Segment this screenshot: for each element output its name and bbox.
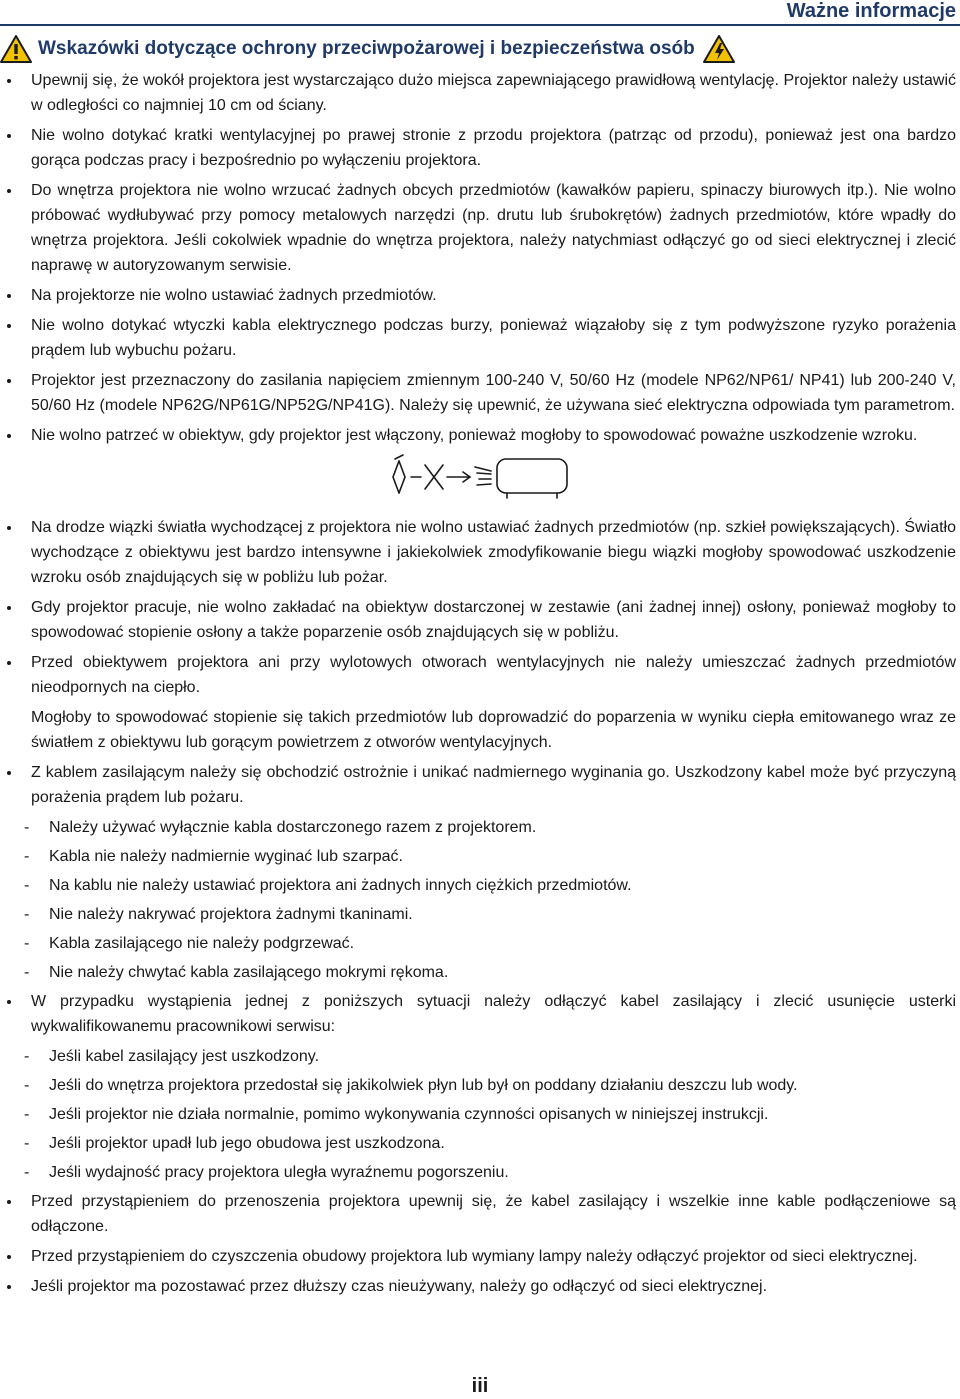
- list-item: Przed przystąpieniem do czyszczenia obudowy projektora lub wymiany lampy należy odłączyć projektor od sieci elektrycznej.: [4, 1244, 956, 1269]
- list-item: Nie wolno dotykać kratki wentylacyjnej po prawej stronie z przodu projektora (patrząc od przodu), ponieważ jest ona bardzo gorąca podczas pracy i bezpośrednio po wyłączeniu projektora.: [4, 123, 956, 173]
- list-item-continuation: Mogłoby to spowodować stopienie się takich przedmiotów lub doprowadzić do poparzenia w wyniku ciepła emitowanego wraz ze światłem z obiektywu lub gorącym powietrzem z otworów wentylacyjnych.: [31, 709, 956, 751]
- warning-triangle-icon: [0, 34, 32, 64]
- list-item: Przed przystąpieniem do przenoszenia projektora upewnij się, że kabel zasilający i wszelkie inne kable podłączeniowe są odłączone.: [4, 1189, 956, 1239]
- page-number: iii: [471, 1375, 489, 1397]
- sub-list-item: - Jeśli projektor upadł lub jego obudowa jest uszkodzona.: [4, 1131, 956, 1156]
- sub-list-item: - Należy używać wyłącznie kabla dostarczonego razem z projektorem.: [4, 815, 956, 840]
- sub-list-item: - Nie należy nakrywać projektora żadnymi tkaninami.: [4, 902, 956, 927]
- list-item: W przypadku wystąpienia jednej z poniższych sytuacji należy odłączyć kabel zasilający i zlecić usunięcie usterki wykwalifikowanemu pracownikowi serwisu:: [4, 989, 956, 1039]
- sub-list-item: - Jeśli wydajność pracy projektora uległa wyraźnemu pogorszeniu.: [4, 1160, 956, 1185]
- sub-list-item: - Kabla nie należy nadmiernie wyginać lub szarpać.: [4, 844, 956, 869]
- header-divider: [0, 24, 960, 26]
- list-item: Nie wolno dotykać wtyczki kabla elektrycznego podczas burzy, ponieważ wiązałoby się z tym podwyższone ryzyko porażenia prądem lub wybuchu pożaru.: [4, 313, 956, 363]
- sub-list-item: - Nie należy chwytać kabla zasilającego mokrymi rękoma.: [4, 960, 956, 985]
- do-not-place-objects-in-light-path-icon: [385, 451, 575, 511]
- sub-list-item: - Kabla zasilającego nie należy podgrzewać.: [4, 931, 956, 956]
- sub-list-item: - Jeśli kabel zasilający jest uszkodzony.: [4, 1044, 956, 1069]
- list-item: Na drodze wiązki światła wychodzącej z projektora nie wolno ustawiać żadnych przedmiotów (np. szkieł powiększających). Światło wychodzące z obiektywu jest bardzo intensywne i jakiekolwiek zmodyfikowanie biegu wiązki mogłoby spowodować uszkodzenie wzroku osób znajdujących się w pobliżu lub pożar.: [4, 515, 956, 590]
- section-heading: [0, 33, 735, 65]
- list-item: Upewnij się, że wokół projektora jest wystarczająco dużo miejsca zapewniającego prawidłową wentylację. Projektor należy ustawić w odległości co najmniej 10 cm od ściany.: [4, 68, 956, 118]
- sub-list-item: - Na kablu nie należy ustawiać projektora ani żadnych innych ciężkich przedmiotów.: [4, 873, 956, 898]
- light-path-figure: [4, 453, 956, 509]
- instructions-list: [4, 68, 956, 1304]
- list-item: Projektor jest przeznaczony do zasilania napięciem zmiennym 100-240 V, 50/60 Hz (modele NP62/NP61/ NP41) lub 200-240 V, 50/60 Hz (modele NP62G/NP61G/NP52G/NP41G). Należy się upewnić, że używana sieć elektryczna odpowiada tym parametrom.: [4, 368, 956, 418]
- electric-shock-warning-icon: [703, 34, 735, 64]
- list-item: Przed obiektywem projektora ani przy wylotowych otworach wentylacyjnych nie należy umieszczać żadnych przedmiotów nieodpornych na ciepło.: [4, 650, 956, 700]
- page-header-title: Ważne informacje: [786, 0, 956, 22]
- list-item: Jeśli projektor ma pozostawać przez dłuższy czas nieużywany, należy go odłączyć od sieci elektrycznej.: [4, 1274, 956, 1299]
- sub-list-item: - Jeśli projektor nie działa normalnie, pomimo wykonywania czynności opisanych w niniejszej instrukcji.: [4, 1102, 956, 1127]
- list-item: Nie wolno patrzeć w obiektyw, gdy projektor jest włączony, ponieważ mogłoby to spowodować poważne uszkodzenie wzroku.: [4, 423, 956, 448]
- list-item: Do wnętrza projektora nie wolno wrzucać żadnych obcych przedmiotów (kawałków papieru, spinaczy biurowych itp.). Nie wolno próbować wydłubywać przy pomocy metalowych narzędzi (np. drutu lub śrubokrętów) żadnych przedmiotów, które wpadły do wnętrza projektora. Jeśli cokolwiek wpadnie do wnętrza projektora, należy natychmiast odłączyć go od sieci elektrycznej i zlecić naprawę w autoryzowanym serwisie.: [4, 178, 956, 278]
- list-item: Gdy projektor pracuje, nie wolno zakładać na obiektyw dostarczonej w zestawie (ani żadnej innej) osłony, ponieważ mogłoby to spowodować stopienie osłony a także poparzenie osób znajdujących się w pobliżu.: [4, 595, 956, 645]
- section-heading-text: Wskazówki dotyczące ochrony przeciwpożarowej i bezpieczeństwa osób: [38, 38, 695, 59]
- list-item: Na projektorze nie wolno ustawiać żadnych przedmiotów.: [4, 283, 956, 308]
- sub-list-item: - Jeśli do wnętrza projektora przedostał się jakikolwiek płyn lub był on poddany działaniu deszczu lub wody.: [4, 1073, 956, 1098]
- list-item: Z kablem zasilającym należy się obchodzić ostrożnie i unikać nadmiernego wyginania go. Uszkodzony kabel może być przyczyną porażenia prądem lub pożaru.: [4, 760, 956, 810]
